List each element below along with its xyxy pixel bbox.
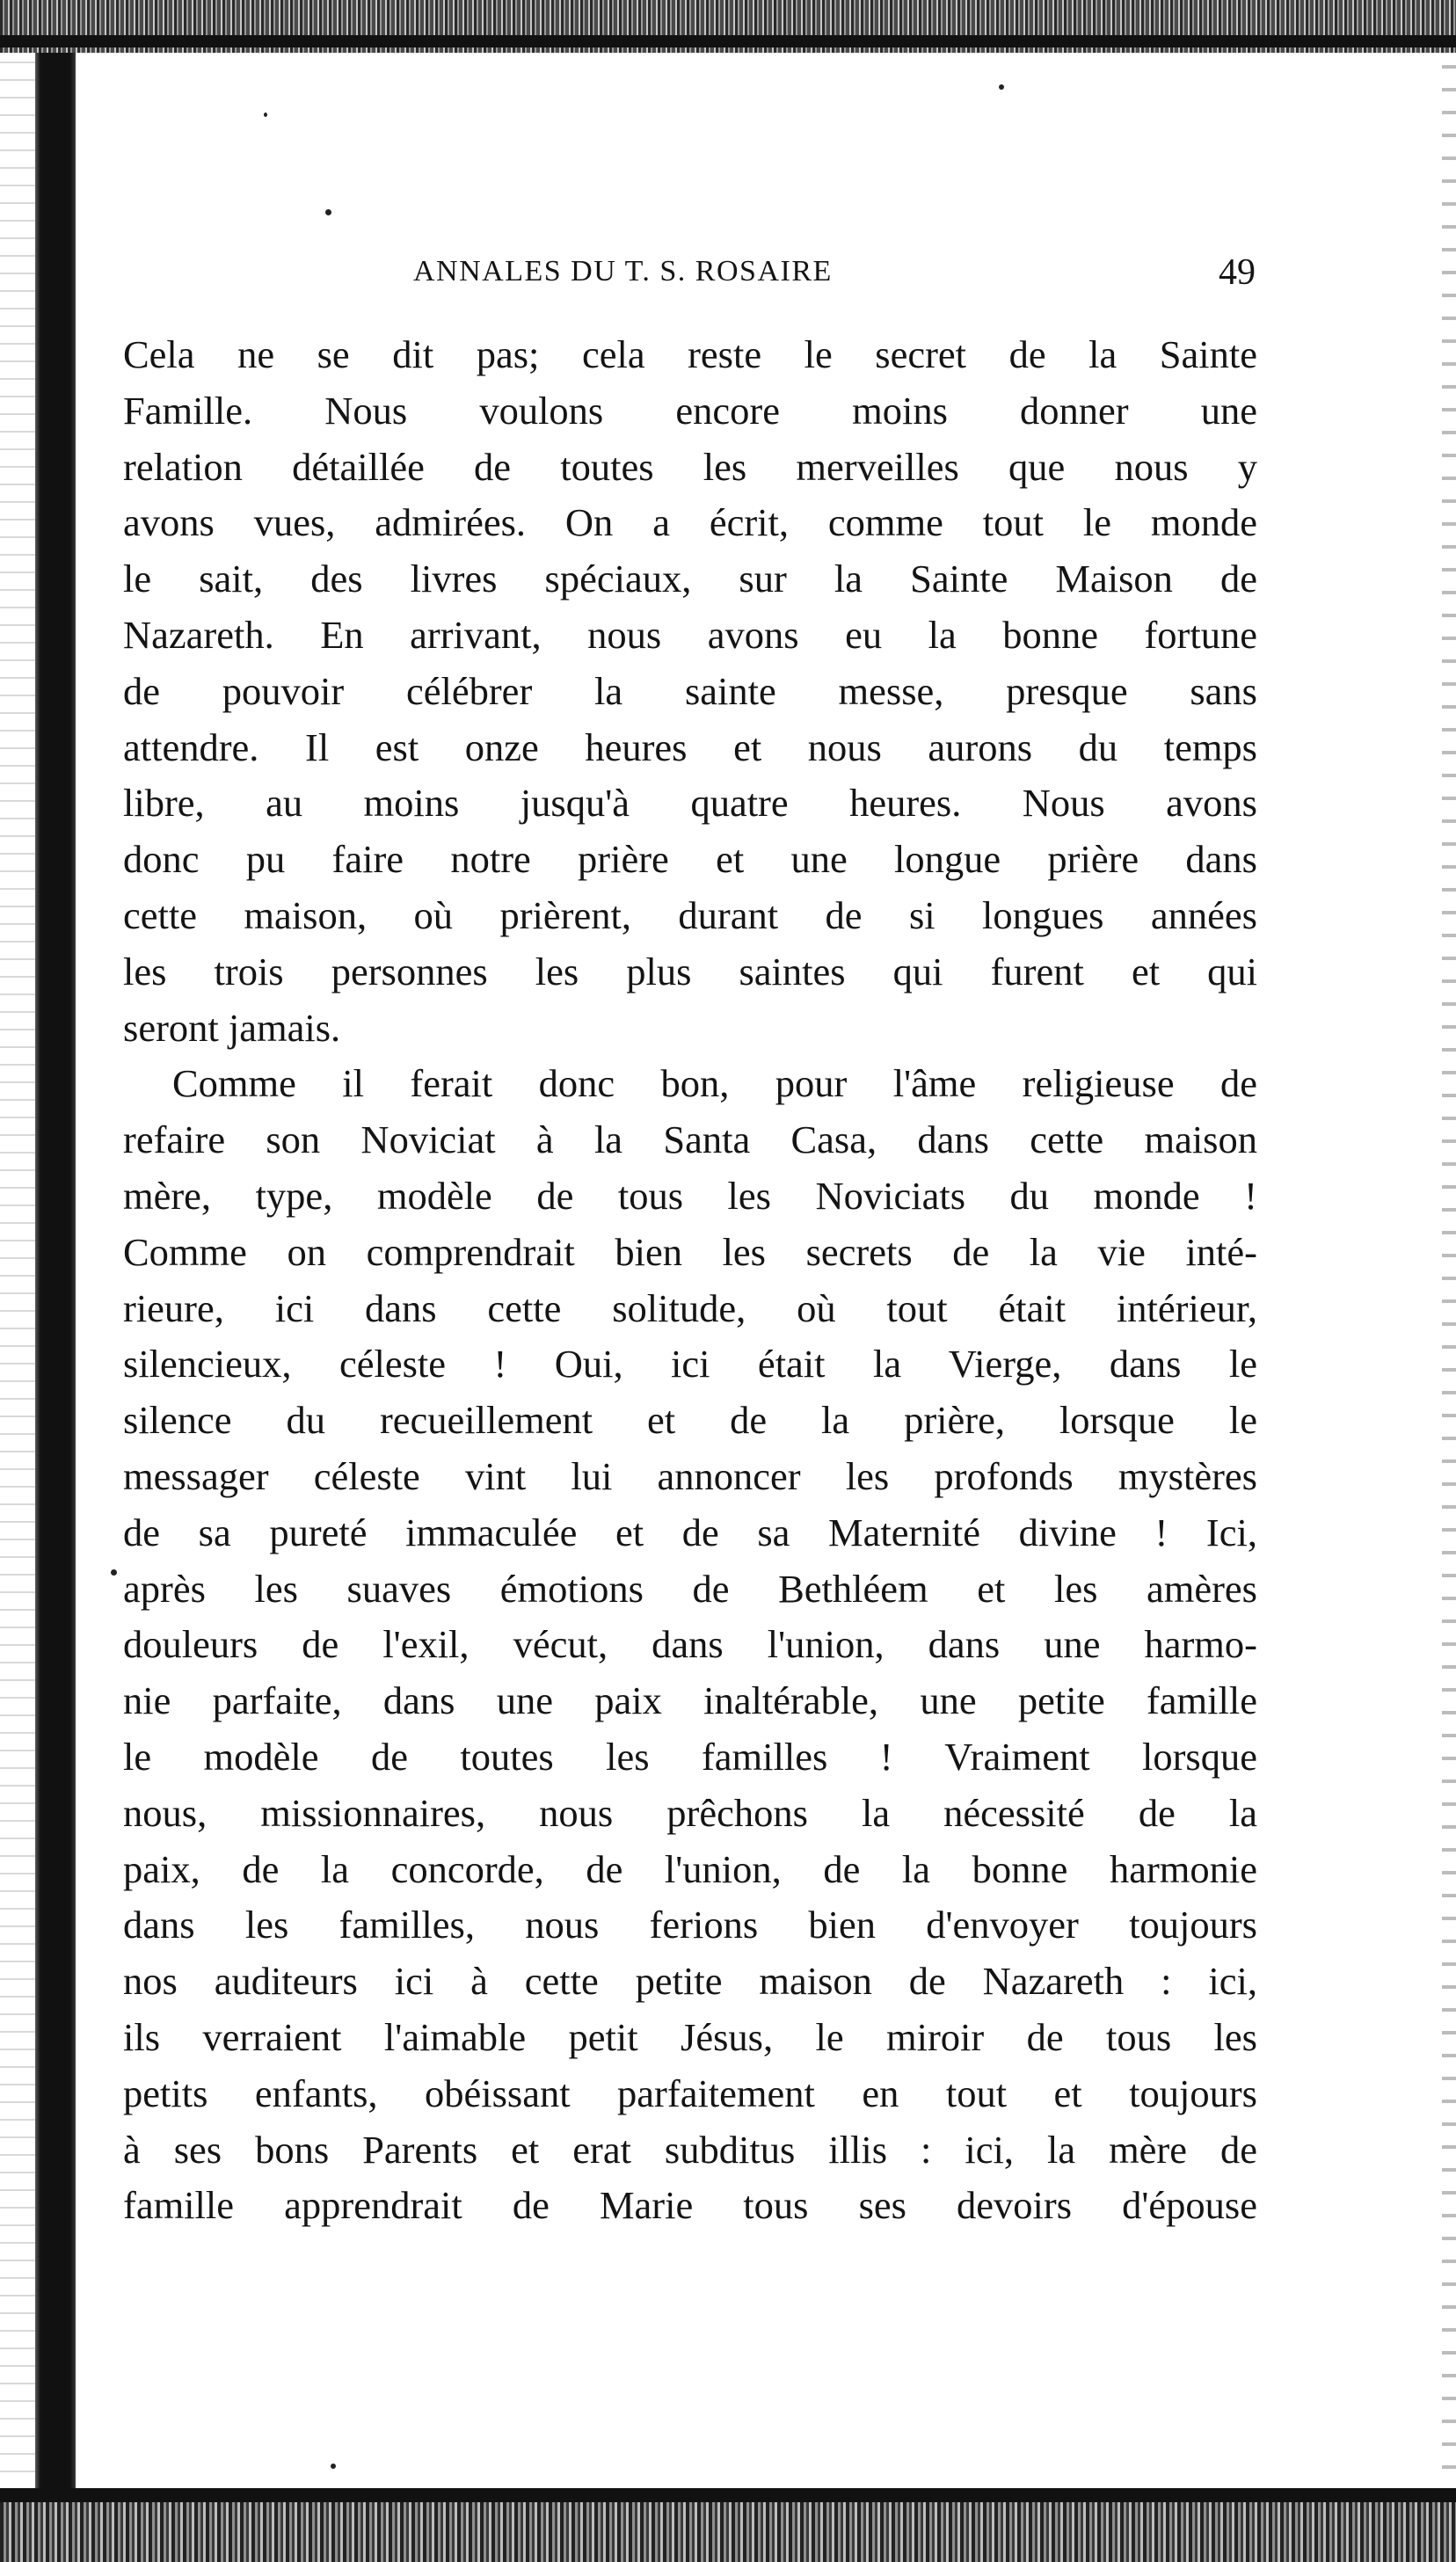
page-number: 49 xyxy=(1219,252,1256,293)
text-line: attendre. Il est onze heures et nous aurons du temps xyxy=(123,724,1257,769)
text-line: de sa pureté immaculée et de sa Maternité divine ! Ici, xyxy=(123,1510,1257,1554)
ink-speck xyxy=(331,2464,336,2469)
text-line: Nazareth. En arrivant, nous avons eu la bonne fortune xyxy=(123,612,1257,657)
text-line: ils verraient l'aimable petit Jésus, le miroir de tous les xyxy=(123,2014,1257,2059)
text-line: avons vues, admirées. On a écrit, comme tout le monde xyxy=(123,500,1257,545)
text-line: dans les familles, nous ferions bien d'envoyer toujours xyxy=(123,1903,1257,1947)
text-line: douleurs de l'exil, vécut, dans l'union, dans une harmo- xyxy=(123,1622,1257,1667)
text-line: refaire son Noviciat à la Santa Casa, dans cette maison xyxy=(123,1117,1257,1162)
text-line: cette maison, où prièrent, durant de si longues années xyxy=(123,892,1257,937)
binding-shadow-left xyxy=(35,53,76,2488)
text-line: relation détaillée de toutes les merveilles que nous y xyxy=(123,444,1257,489)
ink-speck xyxy=(264,113,267,117)
text-line: les trois personnes les plus saintes qui furent et qui xyxy=(123,949,1257,994)
text-line: messager céleste vint lui annoncer les profonds mystères xyxy=(123,1453,1257,1498)
text-line: après les suaves émotions de Bethléem et les amères xyxy=(123,1566,1257,1611)
scan-border-bottom-band xyxy=(0,2488,1456,2502)
scan-border-top-band xyxy=(0,35,1456,47)
ink-speck xyxy=(111,1569,117,1576)
text-line: nous, missionnaires, nous prêchons la nécessité de la xyxy=(123,1790,1257,1835)
text-line: libre, au moins jusqu'à quatre heures. Nous avons xyxy=(123,781,1257,826)
text-line: nos auditeurs ici à cette petite maison de Nazareth : ici, xyxy=(123,1959,1257,2004)
text-line: mère, type, modèle de tous les Noviciats du monde ! xyxy=(123,1173,1257,1218)
text-line: paix, de la concorde, de l'union, de la bonne harmonie xyxy=(123,1846,1257,1891)
text-line-paragraph-end: seront jamais. xyxy=(123,1005,341,1050)
text-line: Comme on comprendrait bien les secrets de la vie inté- xyxy=(123,1229,1257,1274)
text-line: de pouvoir célébrer la sainte messe, presque sans xyxy=(123,668,1257,713)
running-head xyxy=(0,252,1456,299)
text-line: silencieux, céleste ! Oui, ici était la Vierge, dans le xyxy=(123,1342,1257,1387)
text-line: silence du recueillement et de la prière, lorsque le xyxy=(123,1398,1257,1443)
text-line: petits enfants, obéissant parfaitement en tout et toujours xyxy=(123,2071,1257,2115)
text-line: Cela ne se dit pas; cela reste le secret de la Sainte xyxy=(123,332,1257,376)
text-line-paragraph-start: Comme il ferait donc bon, pour l'âme religieuse de xyxy=(172,1061,1257,1106)
text-line: le sait, des livres spéciaux, sur la Sainte Maison de xyxy=(123,557,1257,601)
text-line: à ses bons Parents et erat subditus illis : ici, la mère de xyxy=(123,2127,1257,2172)
text-line: nie parfaite, dans une paix inaltérable, une petite famille xyxy=(123,1678,1257,1723)
text-line: le modèle de toutes les familles ! Vraiment lorsque xyxy=(123,1734,1257,1779)
text-line: Famille. Nous voulons encore moins donner une xyxy=(123,388,1257,433)
text-line: rieure, ici dans cette solitude, où tout était intérieur, xyxy=(123,1285,1257,1330)
text-line: donc pu faire notre prière et une longue prière dans xyxy=(123,837,1257,882)
ink-speck xyxy=(999,84,1004,90)
ink-speck xyxy=(325,209,331,215)
scan-edge-left xyxy=(0,53,35,2488)
body-text xyxy=(123,327,1257,2234)
text-line: famille apprendrait de Marie tous ses devoirs d'épouse xyxy=(123,2183,1257,2228)
scan-edge-right xyxy=(1442,53,1456,2488)
running-title: ANNALES DU T. S. ROSAIRE xyxy=(413,255,833,287)
